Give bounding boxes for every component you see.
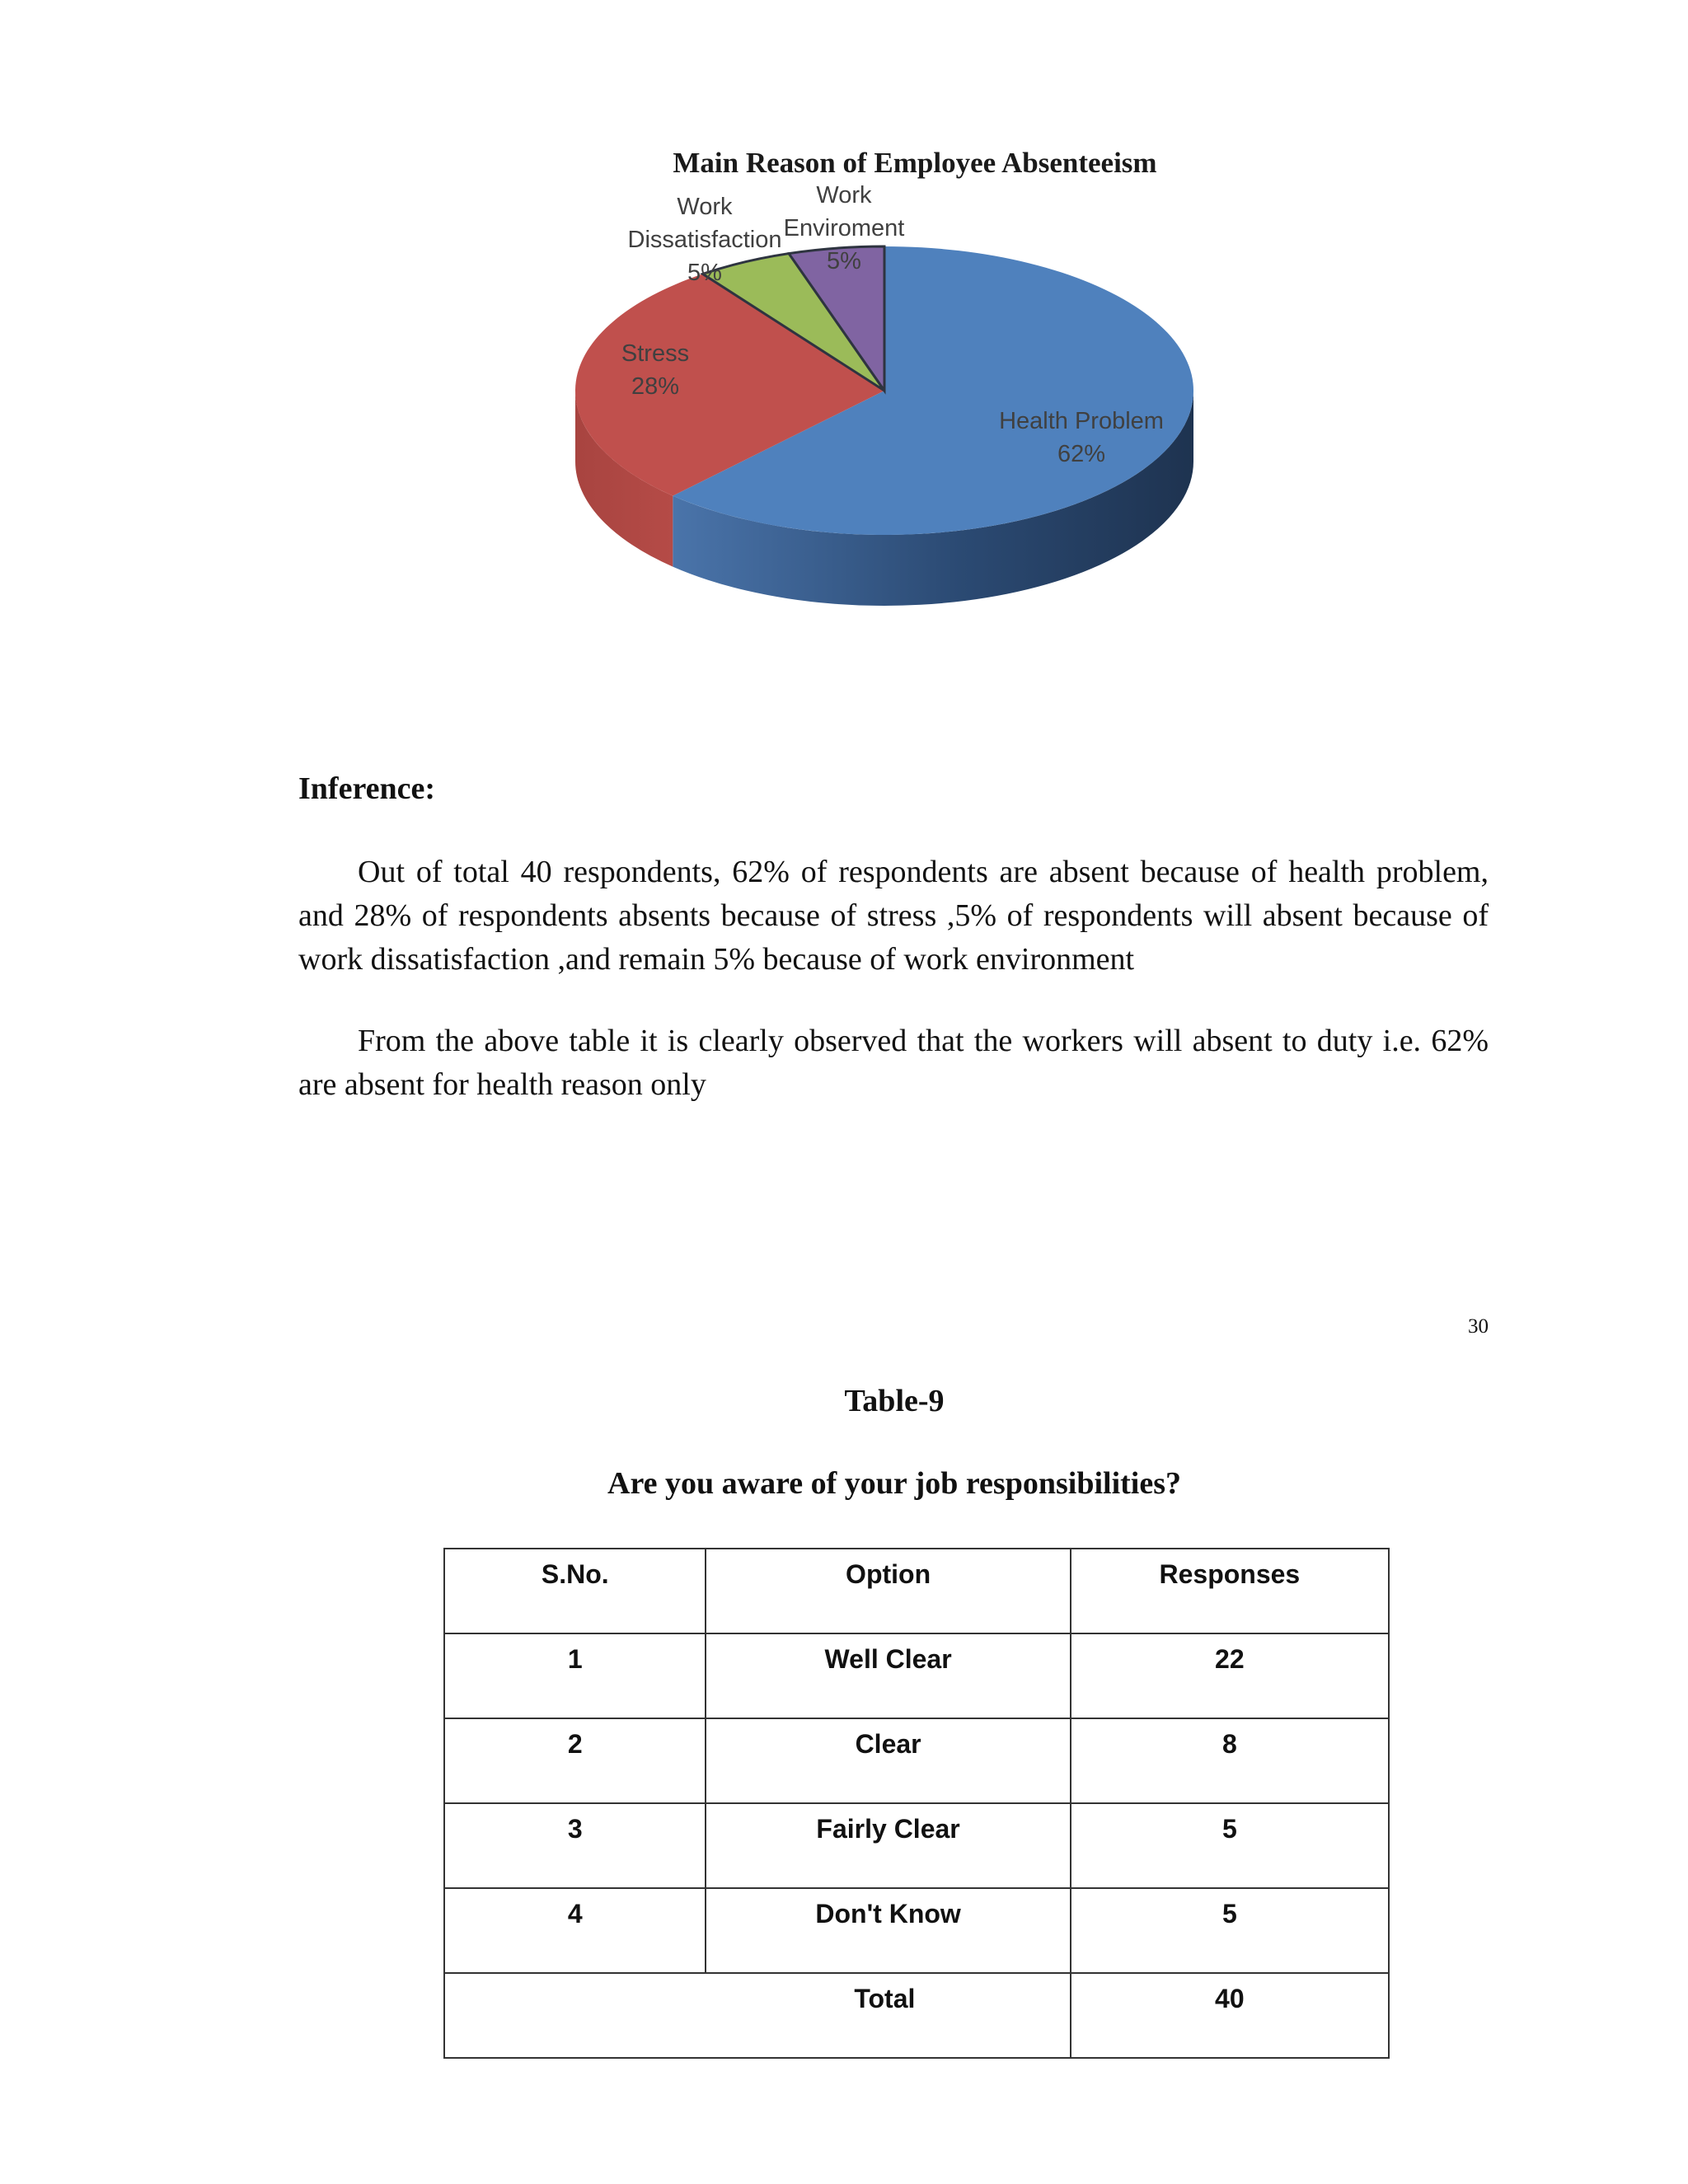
cell-responses: 5 xyxy=(1071,1888,1389,1973)
inference-heading: Inference: xyxy=(298,771,436,806)
total-value: 40 xyxy=(1071,1973,1389,2058)
cell-option: Fairly Clear xyxy=(706,1803,1070,1888)
cell-responses: 22 xyxy=(1071,1633,1389,1718)
total-label: Total xyxy=(444,1973,1071,2058)
cell-sno: 3 xyxy=(444,1803,706,1888)
pie-label-work-enviroment: Work Enviroment 5% xyxy=(783,182,905,274)
header-sno: S.No. xyxy=(444,1549,706,1633)
cell-responses: 8 xyxy=(1071,1718,1389,1803)
pie-chart xyxy=(544,132,1236,659)
pie-label-work-dissatisfaction: Work Dissatisfaction 5% xyxy=(627,194,782,286)
table-row xyxy=(444,1803,1389,1888)
pie-label-health-problem: Health Problem 62% xyxy=(999,408,1164,467)
cell-responses: 5 xyxy=(1071,1803,1389,1888)
cell-option: Well Clear xyxy=(706,1633,1070,1718)
table-title: Table-9 xyxy=(844,1384,945,1418)
inference-paragraph-2: From the above table it is clearly observed that the workers will absent to duty i.e. 62% are absent for health reason only xyxy=(298,1024,1489,1102)
inference-paragraph-1: Out of total 40 respondents, 62% of respondents are absent because of health problem, and 28% of respondents absents because of stress ,5% of respondents will absent because of work dissatisfaction ,and remain 5% because of work environment xyxy=(298,855,1489,977)
cell-option: Clear xyxy=(706,1718,1070,1803)
table-total-row xyxy=(444,1973,1389,2058)
header-responses: Responses xyxy=(1071,1549,1389,1633)
header-option: Option xyxy=(706,1549,1070,1633)
table-row xyxy=(444,1888,1389,1973)
cell-sno: 1 xyxy=(444,1633,706,1718)
cell-sno: 4 xyxy=(444,1888,706,1973)
responses-table xyxy=(443,1548,1390,2059)
table-row xyxy=(444,1633,1389,1718)
page-number: 30 xyxy=(1468,1315,1489,1338)
cell-option: Don't Know xyxy=(706,1888,1070,1973)
chart-title: Main Reason of Employee Absenteeism xyxy=(673,147,1157,179)
table-question: Are you aware of your job responsibilities? xyxy=(607,1466,1181,1501)
pie-label-stress: Stress 28% xyxy=(621,340,690,400)
cell-sno: 2 xyxy=(444,1718,706,1803)
table-header-row xyxy=(444,1549,1389,1633)
table-row xyxy=(444,1718,1389,1803)
